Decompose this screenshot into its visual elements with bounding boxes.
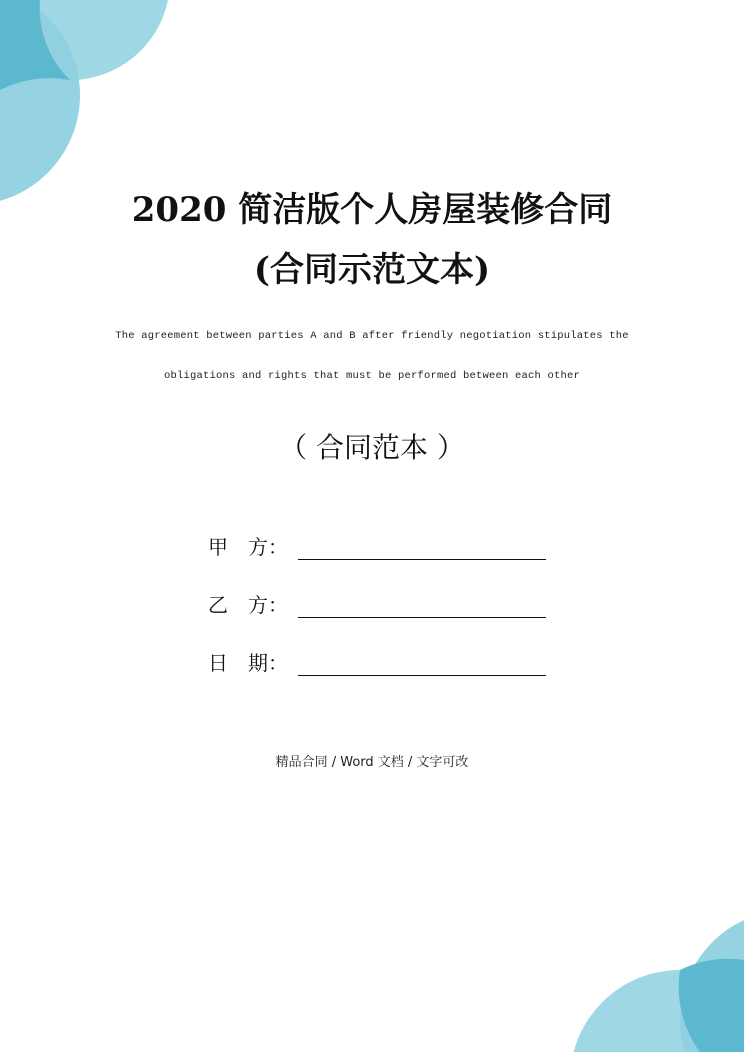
party-b-blank-line[interactable] bbox=[298, 591, 546, 618]
date-blank-line[interactable] bbox=[298, 649, 546, 676]
document-title-line-1: 2020 简洁版个人房屋装修合同 bbox=[131, 190, 613, 230]
document-title-line-2: (合同示范文本) bbox=[253, 250, 491, 290]
date-label: 日 期： bbox=[208, 651, 288, 675]
party-b-field bbox=[208, 588, 546, 618]
subtitle-line-1: The agreement between parties A and B after friendly negotiation stipulates the bbox=[115, 330, 629, 342]
subtitle-line-2: obligations and rights that must be performed between each other bbox=[163, 370, 581, 382]
party-b-label: 乙 方： bbox=[208, 593, 288, 617]
footer-note: 精品合同 / Word 文档 / 文字可改 bbox=[275, 755, 469, 770]
party-a-blank-line[interactable] bbox=[298, 533, 546, 560]
sample-label: （ 合同范本 ） bbox=[279, 431, 465, 464]
party-a-field bbox=[208, 530, 546, 560]
date-field bbox=[208, 646, 546, 676]
party-a-label: 甲 方： bbox=[208, 535, 288, 559]
